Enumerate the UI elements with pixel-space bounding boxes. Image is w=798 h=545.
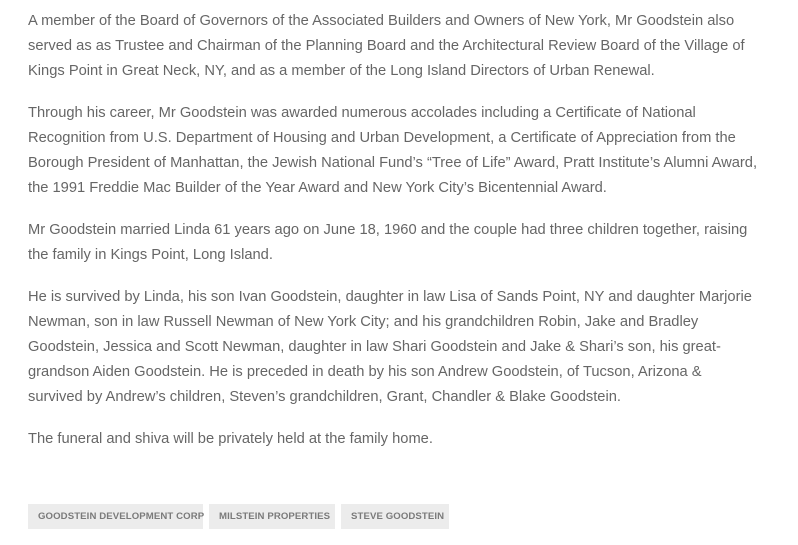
tag-steve-goodstein[interactable]: STEVE GOODSTEIN [341, 504, 449, 529]
article-body [28, 9, 758, 469]
paragraph-survivors: He is survived by Linda, his son Ivan Goodstein, daughter in law Lisa of Sands Point, NY and daughter Marjorie Newman, son in law Russell Newman of New York City; and his grandchildren Robin, Jake and Bradley Goodstein, Jessica and Scott Newman, daughter in law Shari Goodstein and Jake & Shari’s son, his great-grandson Aiden Goodstein. He is preceded in death by his son Andrew Goodstein, of Tucson, Arizona & survived by Andrew’s children, Steven’s grandchildren, Grant, Chandler & Blake Goodstein. [28, 289, 752, 405]
paragraph-funeral: The funeral and shiva will be privately held at the family home. [28, 431, 433, 447]
paragraph-marriage: Mr Goodstein married Linda 61 years ago on June 18, 1960 and the couple had three children together, raising the family in Kings Point, Long Island. [28, 222, 748, 263]
paragraph-board-membership: A member of the Board of Governors of the Associated Builders and Owners of New York, Mr Goodstein also served as as Trustee and Chairman of the Planning Board and the Architectural Review Board of the Village of Kings Point in Great Neck, NY, and as a member of the Long Island Directors of Urban Renewal. [28, 13, 745, 79]
paragraph-awards: Through his career, Mr Goodstein was awarded numerous accolades including a Certificate of National Recognition from U.S. Department of Housing and Urban Development, a Certificate of Appreciation from the Borough President of Manhattan, the Jewish National Fund’s “Tree of Life” Award, Pratt Institute’s Alumni Award, the 1991 Freddie Mac Builder of the Year Award and New York City’s Bicentennial Award. [28, 105, 758, 196]
tag-milstein-properties[interactable]: MILSTEIN PROPERTIES [209, 504, 335, 529]
tag-list [28, 504, 449, 529]
tag-goodstein-development-corp[interactable]: GOODSTEIN DEVELOPMENT CORP [28, 504, 203, 529]
